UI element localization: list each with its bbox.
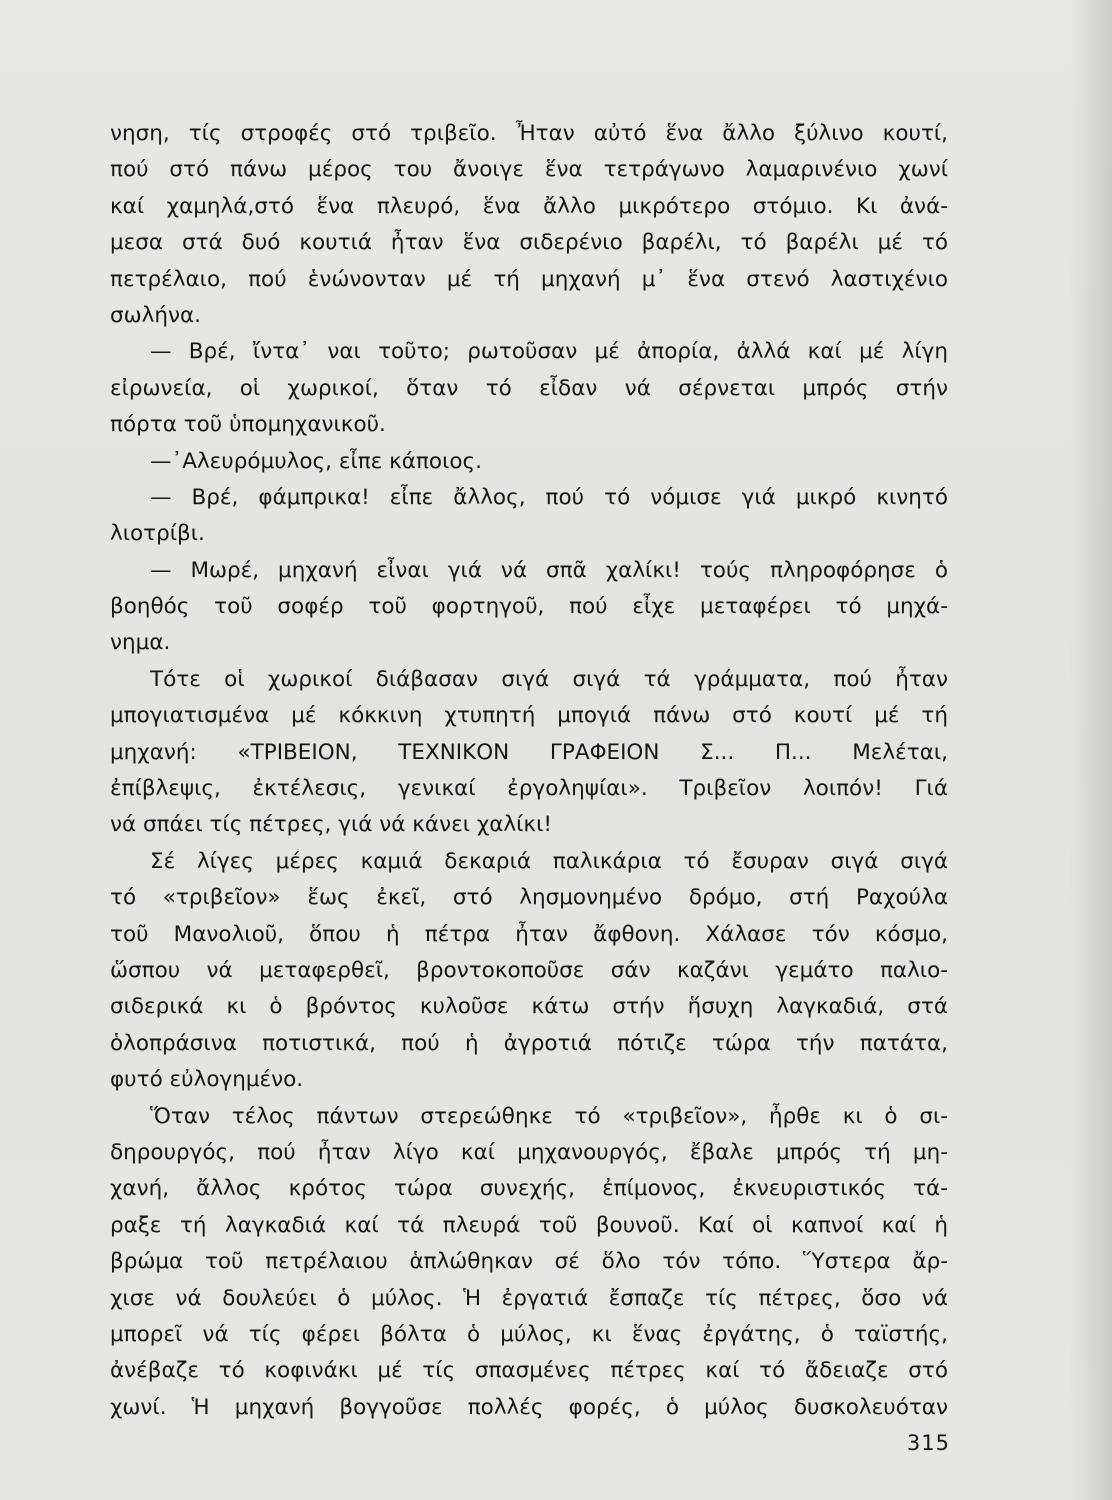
text-line: νηση, τίς στροφές στό τριβεῖο. Ἦταν αὐτό ἕνα ἄλλο ξύλινο κουτί,: [110, 121, 948, 146]
text-line: λιοτρίβι.: [110, 521, 205, 547]
paragraph-7: [110, 844, 948, 1099]
paragraph-1: [110, 116, 948, 334]
paragraph-4: [110, 480, 948, 553]
paragraph-6: [110, 662, 948, 844]
text-line: ραξε τή λαγκαδιά καί τά πλευρά τοῦ βουνοῦ. Καί οἱ καπνοί καί ἡ: [110, 1212, 948, 1238]
text-line: βοηθός τοῦ σοφέρ τοῦ φορτηγοῦ, πού εἶχε μεταφέρει τό μηχά-: [110, 594, 948, 620]
text-line: — Βρέ, ἴντα᾽ ναι τοῦτο; ρωτοῦσαν μέ ἀπορία, ἀλλά καί μέ λίγη: [150, 339, 948, 365]
text-line: τό «τριβεῖον» ἕως ἐκεῖ, στό λησμονημένο δρόμο, στή Ραχούλα: [110, 885, 948, 911]
text-line: μπογιατισμένα μέ κόκκινη χτυπητή μπογιά πάνω στό κουτί μέ τή: [110, 703, 948, 729]
text-line: —᾽Αλευρόμυλος, εἶπε κάποιος.: [150, 448, 482, 474]
text-line: ὁλοπράσινα ποτιστικά, πού ἡ ἀγροτιά πότιζε τώρα τήν πατάτα,: [110, 1030, 948, 1056]
text-line: πετρέλαιο, πού ἑνώνονταν μέ τή μηχανή μ᾽ ἕνα στενό λαστιχένιο: [110, 266, 948, 292]
binding-shadow: [1070, 0, 1112, 1500]
text-line: νά σπάει τίς πέτρες, γιά νά κάνει χαλίκι!: [110, 812, 552, 838]
text-line: πού στό πάνω μέρος του ἄνοιγε ἕνα τετράγωνο λαμαρινένιο χωνί: [110, 157, 948, 183]
text-line: βρώμα τοῦ πετρέλαιου ἁπλώθηκαν σέ ὅλο τόν τόπο. Ὕστερα ἄρ-: [110, 1249, 948, 1275]
text-line: Ὅταν τέλος πάντων στερεώθηκε τό «τριβεῖον», ἦρθε κι ὁ σι-: [150, 1103, 948, 1129]
text-line: πόρτα τοῦ ὑπομηχανικοῦ.: [110, 412, 386, 438]
text-line: ἀνέβαζε τό κοφινάκι μέ τίς σπασμένες πέτρες καί τό ἄδειαζε στό: [110, 1358, 948, 1384]
text-line: μπορεῖ νά τίς φέρει βόλτα ὁ μύλος, κι ἕνας ἐργάτης, ὁ ταϊστής,: [110, 1321, 948, 1347]
body-text: [110, 116, 948, 1426]
text-line: μεσα στά δυό κουτιά ἦταν ἕνα σιδερένιο βαρέλι, τό βαρέλι μέ τό: [110, 230, 948, 256]
paragraph-8: [110, 1099, 948, 1427]
text-line: ὥσπου νά μεταφερθεῖ, βροντοκοποῦσε σάν καζάνι γεμάτο παλιο-: [110, 957, 948, 983]
text-line: — Βρέ, φάμπρικα! εἶπε ἄλλος, πού τό νόμισε γιά μικρό κινητό: [150, 484, 948, 510]
text-line: νημα.: [110, 630, 171, 656]
text-line: δηρουργός, πού ἦταν λίγο καί μηχανουργός, ἔβαλε μπρός τή μη-: [110, 1139, 948, 1165]
text-line: χισε νά δουλεύει ὁ μύλος. Ἡ ἐργατιά ἔσπαζε τίς πέτρες, ὅσο νά: [110, 1285, 948, 1311]
text-line: καί χαμηλά,στό ἕνα πλευρό, ἕνα ἄλλο μικρότερο στόμιο. Κι ἀνά-: [110, 193, 948, 219]
text-line: χανή, ἄλλος κρότος τώρα συνεχής, ἐπίμονος, ἐκνευριστικός τά-: [110, 1176, 948, 1202]
text-line: τοῦ Μανολιοῦ, ὅπου ἡ πέτρα ἦταν ἄφθονη. Χάλασε τόν κόσμο,: [110, 921, 948, 947]
page-number: 315: [906, 1431, 950, 1455]
text-line: ἐπίβλεψις, ἐκτέλεσις, γενικαί ἐργοληψίαι». Τριβεῖον λοιπόν! Γιά: [110, 776, 948, 802]
text-line: εἰρωνεία, οἱ χωρικοί, ὅταν τό εἶδαν νά σέρνεται μπρός στήν: [110, 375, 948, 401]
text-line: σωλήνα.: [110, 302, 201, 328]
text-line: Σέ λίγες μέρες καμιά δεκαριά παλικάρια τό ἔσυραν σιγά σιγά: [150, 848, 948, 874]
text-line: — Μωρέ, μηχανή εἶναι γιά νά σπᾶ χαλίκι! τούς πληροφόρησε ὁ: [150, 557, 948, 583]
text-line: μηχανή: «ΤΡΙΒΕΙΟΝ, ΤΕΧΝΙΚΟΝ ΓΡΑΦΕΙΟΝ Σ... Π... Μελέται,: [110, 739, 948, 765]
text-line: χωνί. Ἡ μηχανή βογγοῦσε πολλές φορές, ὁ μύλος δυσκολευόταν: [110, 1394, 948, 1420]
paragraph-5: [110, 553, 948, 662]
text-line: φυτό εὐλογημένο.: [110, 1067, 304, 1093]
text-line: Τότε οἱ χωρικοί διάβασαν σιγά σιγά τά γράμματα, πού ἦταν: [150, 666, 948, 692]
paragraph-3: [110, 444, 948, 480]
text-line: σιδερικά κι ὁ βρόντος κυλοῦσε κάτω στήν ἥσυχη λαγκαδιά, στά: [110, 994, 948, 1020]
paragraph-2: [110, 334, 948, 443]
